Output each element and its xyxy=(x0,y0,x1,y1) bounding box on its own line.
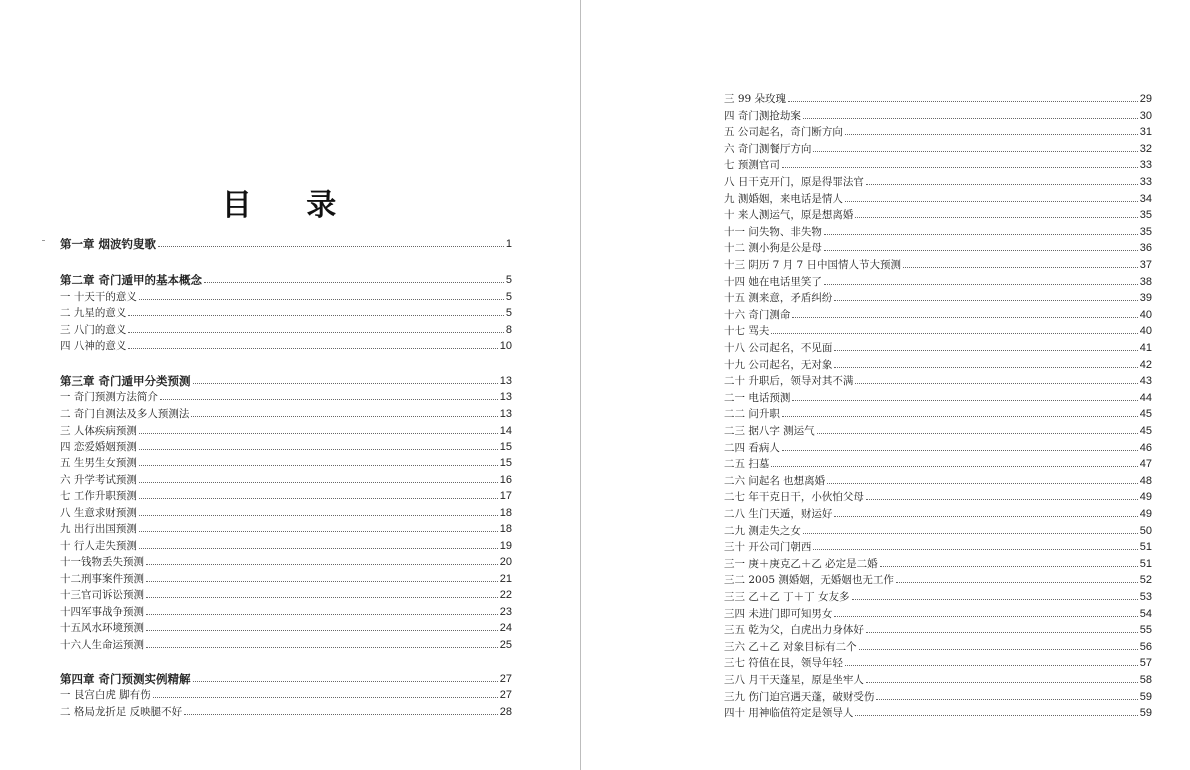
toc-entry-label: 十五 测来意，矛盾纠纷 xyxy=(724,292,833,305)
toc-entry xyxy=(724,254,1152,271)
dot-leader xyxy=(824,284,1138,285)
toc-entry xyxy=(60,568,512,585)
toc-page-number: 32 xyxy=(1139,142,1152,155)
dot-leader xyxy=(146,597,498,598)
dot-leader xyxy=(880,566,1138,567)
toc-chapter-entry xyxy=(60,233,512,250)
dot-leader xyxy=(845,134,1138,135)
toc-entry xyxy=(60,319,512,336)
toc-entry xyxy=(724,221,1152,238)
toc-entry-label: 六 奇门测餐厅方向 xyxy=(724,142,812,155)
dot-leader xyxy=(866,184,1138,185)
toc-entry xyxy=(724,370,1152,387)
dot-leader xyxy=(146,564,498,565)
toc-entry-label: 三十 开公司门朝西 xyxy=(724,541,812,554)
toc-entry xyxy=(724,337,1152,354)
toc-entry xyxy=(724,387,1152,404)
toc-entry-label: 一 奇门预测方法简介 xyxy=(60,391,158,403)
toc-entry-label: 第一章 烟波钓叟歌 xyxy=(60,237,157,251)
toc-entry xyxy=(60,403,512,420)
toc-page-number: 55 xyxy=(1139,624,1152,637)
toc-entry-label: 十八 公司起名，不见面 xyxy=(724,342,833,354)
toc-entry-label: 三 99 朵玫瑰 xyxy=(724,93,787,105)
toc-chapter-entry xyxy=(60,668,512,685)
toc-entry-label: 三 八门的意义 xyxy=(60,324,127,336)
toc-chapter-entry xyxy=(60,370,512,387)
toc-entry-label: 第四章 奇门预测实例精解 xyxy=(60,672,191,686)
toc-entry xyxy=(60,386,512,403)
toc-entry xyxy=(724,188,1152,205)
toc-entry xyxy=(724,619,1152,636)
dot-leader xyxy=(139,548,498,549)
toc-entry-label: 十七 骂夫 xyxy=(724,325,770,338)
toc-entry-label: 十一 问失物、非失物 xyxy=(724,225,822,238)
toc-page-number: 51 xyxy=(1139,557,1152,570)
toc-page-number: 14 xyxy=(499,425,512,437)
toc-page-number: 51 xyxy=(1139,541,1152,554)
toc-entry xyxy=(724,88,1152,105)
dot-leader xyxy=(834,367,1137,368)
toc-entry xyxy=(60,452,512,469)
dot-leader xyxy=(184,714,498,715)
toc-entry xyxy=(60,584,512,601)
toc-entry xyxy=(724,171,1152,188)
toc-entry xyxy=(724,271,1152,288)
dot-leader xyxy=(139,498,498,499)
toc-entry-label: 五 生男生女预测 xyxy=(60,457,137,469)
dot-leader xyxy=(834,616,1137,617)
toc-entry-label: 二九 测走失之女 xyxy=(724,524,801,537)
dot-leader xyxy=(146,614,498,615)
dot-leader xyxy=(191,416,497,417)
toc-entry xyxy=(60,684,512,701)
toc-entry xyxy=(60,335,512,352)
toc-page-number: 5 xyxy=(505,307,512,319)
dot-leader xyxy=(139,515,498,516)
toc-entry-label: 四十 用神临值符定是领导人 xyxy=(724,707,854,720)
toc-entry xyxy=(724,503,1152,520)
dot-leader xyxy=(855,217,1137,218)
dot-leader xyxy=(160,399,498,400)
dot-leader xyxy=(834,350,1137,351)
toc-entry xyxy=(724,702,1152,719)
dot-leader xyxy=(866,499,1138,500)
dot-leader xyxy=(788,101,1138,102)
toc-page-number: 8 xyxy=(505,324,512,336)
toc-entry xyxy=(60,601,512,618)
dot-leader xyxy=(866,632,1138,633)
toc-page-number: 18 xyxy=(499,507,512,519)
toc-page-number: 42 xyxy=(1139,358,1152,371)
toc-entry-label: 二 格局龙折足 反映腿不好 xyxy=(60,706,183,718)
dot-leader xyxy=(128,348,497,349)
toc-entry-label: 二 九星的意义 xyxy=(60,307,127,319)
toc-page-number: 39 xyxy=(1139,292,1152,305)
toc-page-number: 45 xyxy=(1139,425,1152,437)
dot-leader xyxy=(193,383,498,384)
dot-leader xyxy=(824,234,1138,235)
toc-entry xyxy=(724,403,1152,420)
toc-entry-label: 二八 生门天遁，财运好 xyxy=(724,508,833,520)
toc-page-number: 54 xyxy=(1139,607,1152,620)
toc-entry-label: 八 生意求财预测 xyxy=(60,507,137,519)
toc-entry-label: 十二刑事案件预测 xyxy=(60,573,144,585)
dot-leader xyxy=(792,400,1137,401)
toc-page-number: 29 xyxy=(1139,93,1152,105)
toc-entry-label: 十二 测小狗是公是母 xyxy=(724,242,822,255)
toc-page-number: 31 xyxy=(1139,126,1152,139)
dot-leader xyxy=(146,630,498,631)
toc-entry-label: 四 恋爱婚姻预测 xyxy=(60,441,137,453)
toc-entry-label: 四 八神的意义 xyxy=(60,340,127,352)
toc-page-number: 33 xyxy=(1139,159,1152,172)
toc-page-number: 58 xyxy=(1139,674,1152,686)
toc-entry xyxy=(724,636,1152,653)
toc-page-number: 44 xyxy=(1139,391,1152,404)
toc-entry-label: 三一 庚＋庚克乙＋乙 必定是二婚 xyxy=(724,557,878,570)
toc-entry-label: 第二章 奇门遁甲的基本概念 xyxy=(60,273,203,287)
toc-entry xyxy=(60,302,512,319)
toc-page-number: 13 xyxy=(499,391,512,403)
toc-entry-label: 二二 问升职 xyxy=(724,408,780,421)
dot-leader xyxy=(855,715,1137,716)
dot-leader xyxy=(782,450,1138,451)
dot-leader xyxy=(827,483,1138,484)
dot-leader xyxy=(139,449,498,450)
toc-entry-label: 五 公司起名，奇门断方向 xyxy=(724,126,843,139)
dot-leader xyxy=(139,482,498,483)
toc-page-number: 57 xyxy=(1139,657,1152,670)
toc-entry xyxy=(724,652,1152,669)
toc-entry-label: 三六 乙＋乙 对象目标有二个 xyxy=(724,640,857,653)
toc-page-number: 27 xyxy=(499,673,512,685)
toc-page-number: 10 xyxy=(499,340,512,352)
toc-entry xyxy=(724,304,1152,321)
toc-entry xyxy=(724,553,1152,570)
toc-entry-label: 三 人体疾病预测 xyxy=(60,425,137,437)
toc-page-number: 48 xyxy=(1139,474,1152,487)
toc-entry-label: 二三 据八字 测运气 xyxy=(724,425,815,437)
toc-entry xyxy=(724,121,1152,138)
toc-entry xyxy=(60,634,512,651)
toc-entry xyxy=(60,436,512,453)
toc-entry xyxy=(724,420,1152,437)
toc-page-number: 5 xyxy=(505,274,512,286)
dot-leader xyxy=(771,466,1137,467)
toc-entry-label: 二一 电话预测 xyxy=(724,391,791,404)
toc-entry-label: 六 升学考试预测 xyxy=(60,474,137,486)
dot-leader xyxy=(813,151,1137,152)
dot-leader xyxy=(817,433,1138,434)
dot-leader xyxy=(845,201,1138,202)
toc-entry-label: 七 预测官司 xyxy=(724,159,780,172)
toc-page-number: 38 xyxy=(1139,275,1152,288)
toc-entry-label: 九 测婚姻，来电话是情人 xyxy=(724,192,843,205)
toc-page-number: 19 xyxy=(499,540,512,552)
toc-page-number: 45 xyxy=(1139,408,1152,421)
toc-page-number: 56 xyxy=(1139,640,1152,653)
toc-page-number: 30 xyxy=(1139,109,1152,122)
dot-leader xyxy=(845,665,1138,666)
toc-page-number: 46 xyxy=(1139,441,1152,454)
toc-page-number: 33 xyxy=(1139,176,1152,188)
toc-page-number: 35 xyxy=(1139,209,1152,222)
toc-entry xyxy=(724,536,1152,553)
toc-entry-label: 十三官司诉讼预测 xyxy=(60,589,144,601)
toc-page-number: 34 xyxy=(1139,192,1152,205)
dot-leader xyxy=(146,581,498,582)
toc-entry-label: 二五 扫墓 xyxy=(724,458,770,471)
toc-entry xyxy=(724,453,1152,470)
toc-entry xyxy=(60,420,512,437)
toc-entry-label: 三三 乙＋乙 丁＋丁 女友多 xyxy=(724,591,850,603)
toc-page-number: 17 xyxy=(499,490,512,502)
toc-entry xyxy=(60,502,512,519)
toc-entry-label: 十五风水环境预测 xyxy=(60,622,144,634)
dot-leader xyxy=(139,465,498,466)
toc-entry-label: 二十 升职后，领导对其不满 xyxy=(724,375,854,388)
toc-entry xyxy=(724,354,1152,371)
toc-entry-label: 十六 奇门测命 xyxy=(724,308,791,321)
dot-leader xyxy=(852,599,1138,600)
toc-page-number: 25 xyxy=(499,639,512,651)
toc-entry xyxy=(60,286,512,303)
toc-entry xyxy=(60,535,512,552)
toc-page-number: 5 xyxy=(505,291,512,303)
toc-entry-label: 二六 问起名 也想离婚 xyxy=(724,474,826,487)
toc-page-number: 40 xyxy=(1139,325,1152,338)
toc-page-number: 20 xyxy=(499,556,512,568)
toc-page-number: 15 xyxy=(499,441,512,453)
dot-leader xyxy=(813,549,1137,550)
toc-page-number: 1 xyxy=(505,238,512,250)
toc-entry xyxy=(60,469,512,486)
toc-entry xyxy=(724,686,1152,703)
toc-page-number: 35 xyxy=(1139,225,1152,238)
toc-page-number: 43 xyxy=(1139,375,1152,388)
toc-page-number: 50 xyxy=(1139,524,1152,537)
toc-entry xyxy=(724,138,1152,155)
toc-entry xyxy=(724,437,1152,454)
toc-page-number: 23 xyxy=(499,606,512,618)
toc-entry xyxy=(724,569,1152,586)
toc-page-number: 24 xyxy=(499,622,512,634)
toc-page-number: 18 xyxy=(499,523,512,535)
toc-page-number: 37 xyxy=(1139,259,1152,271)
page-title: 目 录 xyxy=(221,188,359,223)
dot-leader xyxy=(128,315,504,316)
dot-leader xyxy=(866,682,1138,683)
toc-page-number: 13 xyxy=(499,408,512,420)
toc-entry xyxy=(724,470,1152,487)
toc-entry xyxy=(724,105,1152,122)
toc-entry-label: 二四 看病人 xyxy=(724,441,780,454)
toc-chapter-entry xyxy=(60,269,512,286)
toc-page-number: 59 xyxy=(1139,690,1152,703)
toc-page-number: 16 xyxy=(499,474,512,486)
dot-leader xyxy=(903,267,1138,268)
toc-entry-label: 三七 符值在艮，领导年轻 xyxy=(724,657,843,670)
toc-entry-label: 三九 伤门迫宫遇天蓬，破财受伤 xyxy=(724,690,875,703)
toc-entry-label: 九 出行出国预测 xyxy=(60,523,137,535)
toc-page-number: 53 xyxy=(1139,591,1152,603)
margin-mark xyxy=(42,240,45,241)
toc-page-number: 13 xyxy=(499,375,512,387)
toc-page-number: 49 xyxy=(1139,508,1152,520)
toc-entry xyxy=(60,701,512,718)
toc-entry-label: 一 十天干的意义 xyxy=(60,291,137,303)
toc-entry xyxy=(724,204,1152,221)
dot-leader xyxy=(824,250,1138,251)
toc-entry-label: 十三 阴历 7 月 7 日中国情人节大预测 xyxy=(724,259,902,271)
toc-entry xyxy=(724,320,1152,337)
toc-entry xyxy=(60,617,512,634)
toc-entry xyxy=(724,154,1152,171)
toc-entry xyxy=(724,520,1152,537)
dot-leader xyxy=(782,416,1138,417)
dot-leader xyxy=(128,332,504,333)
toc-page-number: 52 xyxy=(1139,574,1152,587)
dot-leader xyxy=(803,118,1138,119)
toc-page-number: 41 xyxy=(1139,342,1152,354)
toc-entry-label: 十 来人测运气，原是想离婚 xyxy=(724,209,854,222)
toc-entry-label: 八 日干克开门，原是得罪法官 xyxy=(724,176,864,188)
toc-entry xyxy=(724,237,1152,254)
dot-leader xyxy=(859,649,1138,650)
dot-leader xyxy=(792,317,1137,318)
toc-page-number: 22 xyxy=(499,589,512,601)
toc-entry xyxy=(724,586,1152,603)
toc-page-number: 47 xyxy=(1139,458,1152,471)
toc-entry-label: 十 行人走失预测 xyxy=(60,540,137,552)
dot-leader xyxy=(139,299,504,300)
toc-page-number: 59 xyxy=(1139,707,1152,720)
dot-leader xyxy=(158,246,504,247)
toc-entry-label: 七 工作升职预测 xyxy=(60,490,137,502)
toc-entry-label: 十一钱物丢失预测 xyxy=(60,556,144,568)
toc-page-number: 21 xyxy=(499,573,512,585)
toc-entry xyxy=(60,551,512,568)
toc-entry xyxy=(724,603,1152,620)
dot-leader xyxy=(782,167,1138,168)
dot-leader xyxy=(896,582,1138,583)
dot-leader xyxy=(193,681,498,682)
toc-entry-label: 三八 月干天蓬星，原是坐牢人 xyxy=(724,674,864,686)
dot-leader xyxy=(204,282,504,283)
dot-leader xyxy=(855,383,1137,384)
page-gutter xyxy=(580,0,581,770)
toc-entry-label: 十四 她在电话里笑了 xyxy=(724,275,822,288)
toc-entry-label: 二七 年干克日干，小伙怕父母 xyxy=(724,491,864,504)
toc-page-number: 36 xyxy=(1139,242,1152,255)
dot-leader xyxy=(803,533,1138,534)
toc-page-number: 15 xyxy=(499,457,512,469)
toc-entry xyxy=(60,518,512,535)
toc-page-number: 27 xyxy=(499,689,512,701)
dot-leader xyxy=(139,531,498,532)
toc-entry xyxy=(60,485,512,502)
dot-leader xyxy=(834,516,1137,517)
dot-leader xyxy=(876,699,1137,700)
toc-page-number: 40 xyxy=(1139,308,1152,321)
toc-page-number: 28 xyxy=(499,706,512,718)
dot-leader xyxy=(139,433,498,434)
dot-leader xyxy=(146,647,498,648)
toc-entry-label: 一 艮宫白虎 脚有伤 xyxy=(60,689,151,701)
toc-entry-label: 十九 公司起名，无对象 xyxy=(724,358,833,371)
toc-entry xyxy=(724,486,1152,503)
toc-entry-label: 三二 2005 测婚姻，无婚姻也无工作 xyxy=(724,574,894,587)
dot-leader xyxy=(834,300,1137,301)
toc-entry-label: 第三章 奇门遁甲分类预测 xyxy=(60,374,191,388)
toc-entry-label: 三五 乾为父，白虎出力身体好 xyxy=(724,624,864,637)
toc-entry xyxy=(724,287,1152,304)
toc-page-number: 49 xyxy=(1139,491,1152,504)
toc-entry-label: 十四军事战争预测 xyxy=(60,606,144,618)
toc-entry-label: 三四 未进门即可知男女 xyxy=(724,607,833,620)
toc-entry-label: 十六人生命运预测 xyxy=(60,639,144,651)
toc-entry-label: 二 奇门自测法及多人预测法 xyxy=(60,408,190,420)
toc-entry-label: 四 奇门测抢劫案 xyxy=(724,109,801,122)
dot-leader xyxy=(153,697,498,698)
toc-entry xyxy=(724,669,1152,686)
dot-leader xyxy=(771,333,1137,334)
